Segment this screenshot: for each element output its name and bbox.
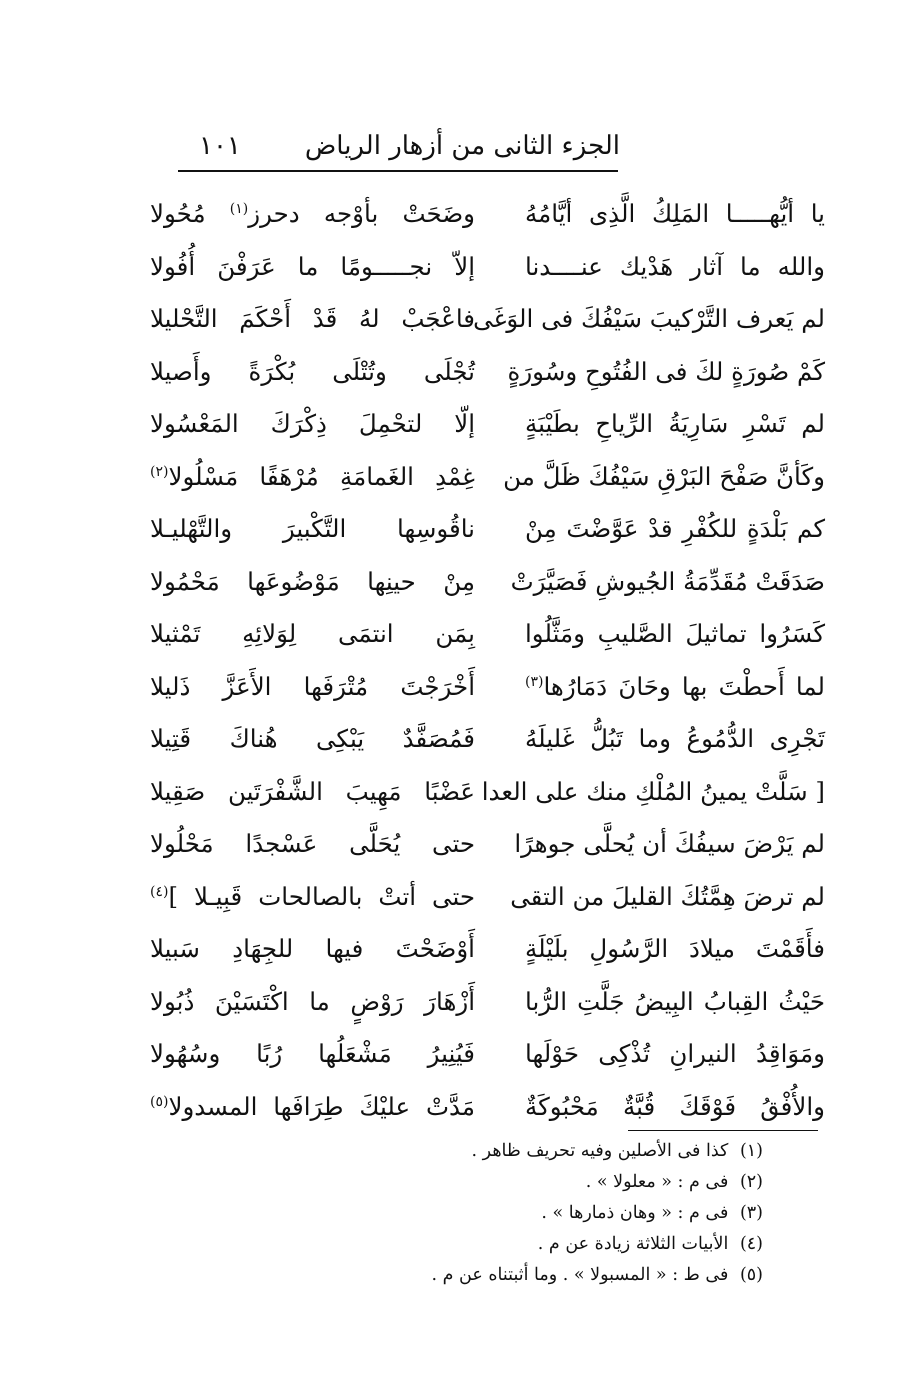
header-rule — [178, 170, 618, 172]
verse-second-hemistich: حتى يُحَلَّى عَسْجدًا مَحْلُولا — [150, 829, 475, 858]
verse — [150, 503, 825, 556]
running-header — [185, 126, 620, 166]
verse-second-hemistich: عَضْبًا مَهِيبَ الشَّفْرَتَين صَقِيلا — [150, 776, 475, 806]
verse-second-hemistich: فَمُصَفَّدٌ يَبْكِى هُناكَ قَتِيلا — [150, 724, 475, 753]
verse-second-hemistich — [150, 451, 475, 504]
verse — [150, 188, 825, 241]
verse-second-hemistich: إلّا لتحْمِلَ ذِكْرَكَ المَعْسُولا — [150, 409, 475, 438]
footnotes — [243, 1136, 763, 1291]
verse-second-hemistich: ناقُوسِها التَّكْبيرَ والتَّهْليـلا — [150, 514, 475, 543]
verse-first-hemistich: صَدَقَتْ مُقَدِّمَةُ الجُيوشِ فَصَيَّرَتْ — [510, 566, 825, 596]
footnote-marker: (١) — [229, 200, 249, 217]
footnote-rule — [628, 1130, 818, 1131]
second-hemistich-text: غِمْدِ الغَمامَةِ مُرْهَفًا مَسْلُولا — [168, 461, 475, 491]
verse-first-hemistich: فأَقَمْتَ ميلادَ الرَّسُولِ بلَيْلَةٍ — [525, 934, 825, 963]
verse-first-hemistich: والأُفْقُ فَوْقَكَ قُبَّةٌ مَحْبُوكَةٌ — [525, 1091, 825, 1121]
verse-first-hemistich: كَمْ صُورَةٍ لكَ فى الفُتُوحِ وسُورَةٍ — [507, 356, 825, 386]
verse — [150, 661, 825, 714]
footnote-number: (٢) — [739, 1172, 763, 1192]
verse — [150, 766, 825, 819]
verse-first-hemistich: والله ما آثار هَدْيك عنــــدنا — [525, 251, 825, 281]
footnote — [243, 1136, 763, 1167]
verse — [150, 1081, 825, 1134]
page-number: ١٠١ — [199, 131, 241, 161]
footnote-number: (٤) — [739, 1234, 763, 1254]
footnote-number: (٣) — [739, 1203, 763, 1223]
verse — [150, 818, 825, 871]
footnote-text: كذا فى الأصلين وفيه تحريف ظاهر . — [471, 1141, 729, 1161]
verse-second-hemistich — [150, 871, 475, 924]
verse-second-hemistich: فاعْجَبْ لهُ قَدْ أَحْكَمَ التَّحْليلا — [150, 304, 475, 333]
verse-second-hemistich: بِمَن انتمَى لِوَلائِهِ تَمْثيلا — [150, 619, 475, 648]
verse — [150, 398, 825, 451]
verse — [150, 871, 825, 924]
footnote-marker: (٥) — [150, 1093, 169, 1110]
verse — [150, 976, 825, 1029]
verse — [150, 241, 825, 294]
verse-second-hemistich: أَخْرَجْتَ مُتْرَفَها الأَعَزَّ ذَليلا — [150, 671, 475, 701]
verse — [150, 293, 825, 346]
footnote-marker: (٣) — [525, 673, 544, 690]
verse — [150, 346, 825, 399]
footnote-marker: (٤) — [150, 883, 169, 900]
footnote — [243, 1229, 763, 1260]
verse — [150, 451, 825, 504]
footnote — [243, 1198, 763, 1229]
footnote-text: فى ط : « المسبولا » . وما أثبتناه عن م . — [431, 1265, 729, 1285]
second-hemistich-text: وضَحَتْ بأوْجه دحرز — [248, 199, 475, 228]
verse-first-hemistich: لم تَسْرِ سَارِيَةُ الرِّياحِ بطَيْبَةٍ — [525, 409, 825, 438]
footnote-text: فى م : « وهان ذمارها » . — [541, 1203, 729, 1223]
verse-first-hemistich: لم يَرْضَ سيفُكَ أن يُحلَّى جوهرًا — [514, 829, 825, 858]
verse — [150, 713, 825, 766]
verse-second-hemistich — [150, 188, 475, 241]
verse-first-hemistich: [ سَلَّتْ يمينُ المُلْكِ منك على العدا — [481, 776, 825, 806]
footnote-text: الأبيات الثلاثة زيادة عن م . — [537, 1234, 729, 1254]
verse — [150, 556, 825, 609]
verse-first-hemistich: وكَأنَّ صَفْحَ البَرْقِ سَيْفُكَ ظَلَّ من — [503, 461, 825, 491]
footnote — [243, 1167, 763, 1198]
verse-second-hemistich: تُجْلَى وتُتْلَى بُكْرَةً وأَصيلا — [150, 356, 475, 386]
footnote-number: (١) — [739, 1141, 763, 1161]
verse-second-hemistich: مِنْ حينِها مَوْضُوعَها مَحْمُولا — [150, 566, 475, 596]
poem — [150, 188, 825, 1133]
second-hemistich-text: حتى أتتْ بالصالحات قَبِيـلا ] — [168, 881, 475, 911]
verse-first-hemistich: تَجْرِى الدُّمُوعُ وما تَبُلُّ غَليلَهُ — [525, 724, 825, 753]
verse-first-hemistich: كَسَرُوا تماثيلَ الصَّليبِ ومَثَّلُوا — [525, 619, 825, 648]
verse — [150, 923, 825, 976]
footnote-marker: (٢) — [150, 463, 169, 480]
first-hemistich-text: لما أَحطْتَ بها وحَانَ دَمَارُها — [543, 671, 825, 701]
footnote — [243, 1260, 763, 1291]
verse-second-hemistich: أَزْهَارَ رَوْضٍ ما اكْتَسَيْنَ ذُبُولا — [150, 986, 475, 1016]
verse — [150, 608, 825, 661]
second-hemistich-text: مَدَّتْ عليْكَ طِرَافَها المسدولا — [168, 1091, 475, 1121]
verse-first-hemistich: ومَوَاقِدُ النيرانِ تُذْكِى حَوْلَها — [525, 1039, 825, 1068]
verse-first-hemistich — [525, 661, 825, 714]
verse-first-hemistich: حَيْثُ القِبابُ البِيضُ جَلَّتِ الرُّبا — [525, 986, 825, 1016]
footnote-number: (٥) — [739, 1265, 763, 1285]
verse-second-hemistich: فَيُنِيرُ مَشْعَلُها رُبًا وسُهُولا — [150, 1039, 475, 1068]
verse — [150, 1028, 825, 1081]
verse-first-hemistich: لم ترضَ هِمَّتُكَ القليلَ من التقى — [510, 881, 825, 911]
verse-second-hemistich: إلاّ نجـــــومًا ما عَرَفْنَ أُفُولا — [150, 251, 475, 281]
verse-first-hemistich: لم يَعرف التَّرْكيبَ سَيْفُكَ فى الوَغَى — [473, 304, 825, 333]
second-hemistich-end: مُحُولا — [150, 199, 206, 228]
verse-second-hemistich: أَوْضَحْتَ فيها للجِهَادِ سَبيلا — [150, 934, 475, 963]
verse-first-hemistich: يا أيُّهـــــا المَلِكُ الَّذِى أيَّامُهُ — [525, 199, 825, 228]
verse-first-hemistich: كم بَلْدَةٍ للكُفْرِ قدْ عَوَّضْتَ مِنْ — [525, 514, 825, 543]
verse-second-hemistich — [150, 1081, 475, 1134]
running-title: الجزء الثانى من أزهار الرياض — [304, 131, 620, 161]
footnote-text: فى م : « معلولا » . — [585, 1172, 729, 1192]
